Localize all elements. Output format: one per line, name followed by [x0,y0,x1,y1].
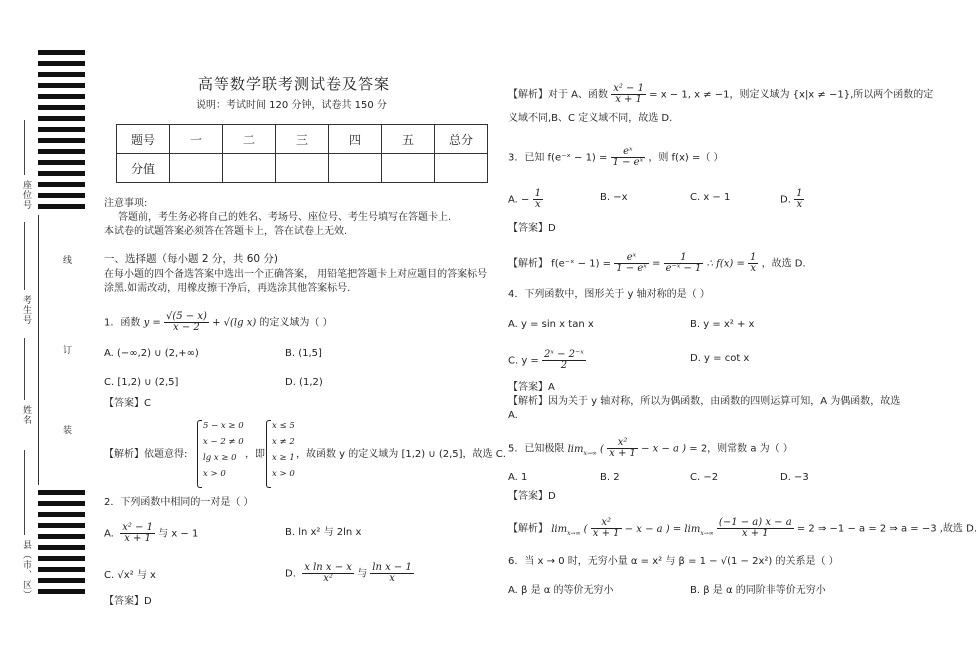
option-text: A. − [508,194,530,206]
q1-explanation-suffix: ，故函数 y 的定义域为 [1,2) ∪ (2,5]，故选 C. [296,449,506,460]
margin-stripe [38,116,85,121]
table-cell [329,154,382,183]
q1-answer: 【答案】C [104,398,151,409]
margin-stripe [38,204,85,209]
q4-answer: 【答案】A [508,382,555,393]
q5-option-b: B. 2 [600,472,620,483]
fraction: $\frac{\text{x²}}{x + 1}$ [609,437,636,459]
section-instruction: 在每小题的四个备选答案中选出一个正确答案， 用铅笔把答题卡上对应题目的答案标号 [104,269,488,280]
q2-option-a: A. $\frac{\text{x² − 1}}{x + 1}$ 与 x − 1 [104,522,199,544]
fraction: $\frac{1}{x}$ [796,188,803,210]
table-cell: 五 [382,125,435,154]
margin-stripe [38,182,85,187]
system-row: x > 0 [272,469,295,479]
table-cell [382,154,435,183]
seat-label: 座位号 [21,180,31,210]
stem-suffix: 的定义域为（ ） [259,317,333,329]
margin-stripe [38,556,85,561]
question-2-stem: 2．下列函数中相同的一对是（ ） [104,497,254,508]
q4-explanation-line2: A. [508,410,518,421]
margin-stripe [38,490,85,495]
section-heading: 一、选择题（每小题 2 分，共 60 分) [104,253,278,265]
question-4-stem: 4．下列函数中，图形关于 y 轴对称的是（ ） [508,289,710,300]
table-cell: 四 [329,125,382,154]
seat-fill-line [24,120,25,175]
q1-option-b: B. (1,5] [285,348,322,359]
option-text: D. [780,194,791,206]
stem-suffix: = 2，则常数 a 为（ ） [689,443,793,455]
q2-explanation-line2: 义域不同,B、C 定义域不同，故选 D. [508,113,673,124]
q3-option-d [780,189,804,210]
score-table-score-row [117,154,488,183]
q5-option-c: C. −2 [690,472,719,483]
stem-suffix: ，则 f(x) =（ ） [648,152,724,164]
question-1-stem [104,312,333,333]
seal-mark-mount: 装 [61,425,71,435]
q4-option-c [508,350,586,371]
formula: y = [143,317,161,329]
q2-explanation [508,84,933,105]
seal-mark-line: 线 [61,255,71,265]
fraction: $\frac{√(5 - x)}{x - 2}$ [165,311,207,333]
exam-no-label: 考生号 [21,295,31,325]
question-3-stem [508,147,724,168]
q5-option-a: A. 1 [508,472,528,483]
explanation-text: = 2 ⇒ −1 − a = 2 ⇒ a = −3 ,故选 D. [796,523,977,535]
system-row: lg x ≥ 0 [203,453,237,463]
stem-prefix: 3．已知 f(e⁻ˣ − 1) = [508,152,608,164]
seal-mark-bind: 订 [61,345,71,355]
q5-option-d: D. −3 [780,472,809,483]
explanation-text: 【解析】 [508,523,548,535]
q4-explanation: 【解析】因为关于 y 轴对称，所以为偶函数，由函数的四则运算可知，A 为偶函数，故选 [508,396,901,407]
margin-stripe [38,83,85,88]
table-cell: 分值 [117,154,170,183]
fraction: $\frac{1}{x}$ [750,252,757,274]
system-1 [203,420,244,480]
notes-heading: 注意事项: [104,198,148,209]
table-cell: 一 [170,125,223,154]
margin-stripe [38,193,85,198]
section-instruction: 涂黑.如需改动，用橡皮擦干净后，再选涂其他答案标号. [104,283,351,294]
option-text: 与 x − 1 [158,528,199,540]
system-row: x ≥ 1 [272,453,295,463]
fraction: $\frac{1}{\text{e⁻ˣ − 1}}$ [665,252,702,274]
q6-option-b: B. β 是 α 的同阶非等价无穷小 [690,585,826,596]
system-2 [272,420,295,480]
table-cell: 三 [276,125,329,154]
fraction: $\frac{\text{x²}}{x + 1}$ [592,517,620,539]
margin-stripe [38,501,85,506]
table-cell: 二 [223,125,276,154]
q4-option-d: D. y = cot x [690,353,750,364]
fraction: $\frac{\text{x ln x − x}}{\text{x²}}$ [304,562,352,584]
q5-answer: 【答案】D [508,491,556,502]
q2-answer: 【答案】D [104,596,152,607]
brace [197,420,202,488]
margin-stripe [38,512,85,517]
margin-stripe [38,72,85,77]
formula: + √(lg x) [212,317,257,329]
formula: $\lim_{x\to\infty}$ ( [551,523,588,537]
system-row: 5 − x ≥ 0 [203,421,244,431]
q3-option-b: B. −x [600,192,628,203]
system-row: x − 2 ≠ 0 [203,437,244,447]
margin-stripe [38,94,85,99]
margin-stripe [38,160,85,165]
fraction: $\frac{\text{2ˣ − 2⁻ˣ}}{2}$ [544,349,584,371]
explanation-text: 【解析】 f(e⁻ˣ − 1) = [508,258,612,270]
q2-option-d: D. $\frac{\text{x ln x − x}}{\text{x²}}$ 与 $\frac{\text{ln x − 1}}{x}$ [285,562,412,584]
margin-stripe [38,171,85,176]
fraction: $\frac{(-1 - a) x - a}{x + 1}$ [718,517,792,539]
fraction: $\frac{\text{x² − 1}}{x + 1}$ [613,83,644,105]
fraction: $\frac{\text{x² − 1}}{x + 1}$ [122,522,153,544]
exam-no-fill-line [24,222,25,290]
system-row: x ≤ 5 [272,421,295,431]
question-5-stem [508,438,793,461]
formula: ∴ f(x) = [706,258,745,270]
margin-stripe [38,61,85,66]
system-row: x ≠ 2 [272,437,295,447]
name-label: 姓名 [21,405,31,425]
q5-explanation [508,518,977,541]
system-row: x > 0 [203,469,226,479]
q4-option-b: B. y = x² + x [690,319,755,330]
formula: $\lim_{x\to\infty}$ ( [567,443,604,457]
option-text: C. y = [508,355,539,367]
margin-stripe [38,545,85,550]
margin-stripe [38,50,85,55]
question-6-stem: 6．当 x → 0 时，无穷小量 α = x² 与 β = 1 − √(1 − 2x²) 的关系是（ ） [508,556,839,567]
margin-stripe [38,589,85,594]
brace [266,420,271,488]
county-fill-line [24,450,25,535]
margin-stripe [38,567,85,572]
formula: − x − a ) [641,443,687,455]
explanation-text: 【解析】对于 A、函数 [508,89,609,101]
table-cell: 题号 [117,125,170,154]
county-label: 县（市、区） [21,540,31,600]
fraction: $\frac{1}{x}$ [534,188,541,210]
q3-explanation [508,253,806,274]
option-text: 与 [357,568,368,580]
margin-stripe [38,534,85,539]
table-cell [435,154,488,183]
table-cell [170,154,223,183]
q4-option-a: A. y = sin x tan x [508,319,594,330]
fraction: $\frac{\text{eˣ}}{\text{1 − eˣ}}$ [612,146,644,168]
explanation-text: = x − 1, x ≠ −1，则定义域为 {x|x ≠ −1},所以两个函数的定 [649,89,934,101]
q1-explanation-prefix: 【解析】依题意得: [104,449,188,460]
q2-option-c: C. √x² 与 x [104,570,156,581]
q1-option-d: D. (1,2) [285,377,323,388]
page-subtitle: 说明：考试时间 120 分钟，试卷共 150 分 [196,100,387,111]
table-cell [223,154,276,183]
table-cell [276,154,329,183]
margin-line [38,215,39,485]
score-table [116,124,488,183]
margin-stripe [38,138,85,143]
fraction: $\frac{\text{eˣ}}{\text{1 − eˣ}}$ [616,252,647,274]
stem-prefix: 1．函数 [104,317,141,329]
binding-margin [0,50,85,620]
stem-prefix: 5．已知极限 [508,443,565,455]
score-table-header-row [117,125,488,154]
q6-option-a: A. β 是 α 的等价无穷小 [508,585,614,596]
q2-option-b: B. ln x² 与 2ln x [285,527,362,538]
q1-option-c: C. [1,2) ∪ (2,5] [104,377,179,388]
name-fill-line [24,338,25,400]
formula: − x − a ) = $\lim_{x\to\infty}$ [624,523,714,537]
formula: = [651,258,661,270]
q1-option-a: A. (−∞,2) ∪ (2,+∞) [104,348,199,359]
margin-stripe [38,149,85,154]
table-cell: 总分 [435,125,488,154]
notes-line: 本试卷的试题答案必须答在答题卡上，答在试卷上无效. [104,226,348,237]
q3-answer: 【答案】D [508,223,556,234]
q3-option-a [508,189,543,210]
margin-stripe [38,127,85,132]
margin-stripe [38,578,85,583]
notes-line: 答题前，考生务必将自己的姓名、考场号、座位号、考生号填写在答题卡上. [118,212,452,223]
margin-stripe [38,105,85,110]
q3-option-c: C. x − 1 [690,192,731,203]
margin-stripe [38,523,85,528]
page-title: 高等数学联考测试卷及答案 [198,75,391,93]
q1-explanation-mid: ，即 [245,449,265,460]
explanation-text: ，故选 D. [761,258,806,270]
fraction: $\frac{\text{ln x − 1}}{x}$ [372,562,412,584]
